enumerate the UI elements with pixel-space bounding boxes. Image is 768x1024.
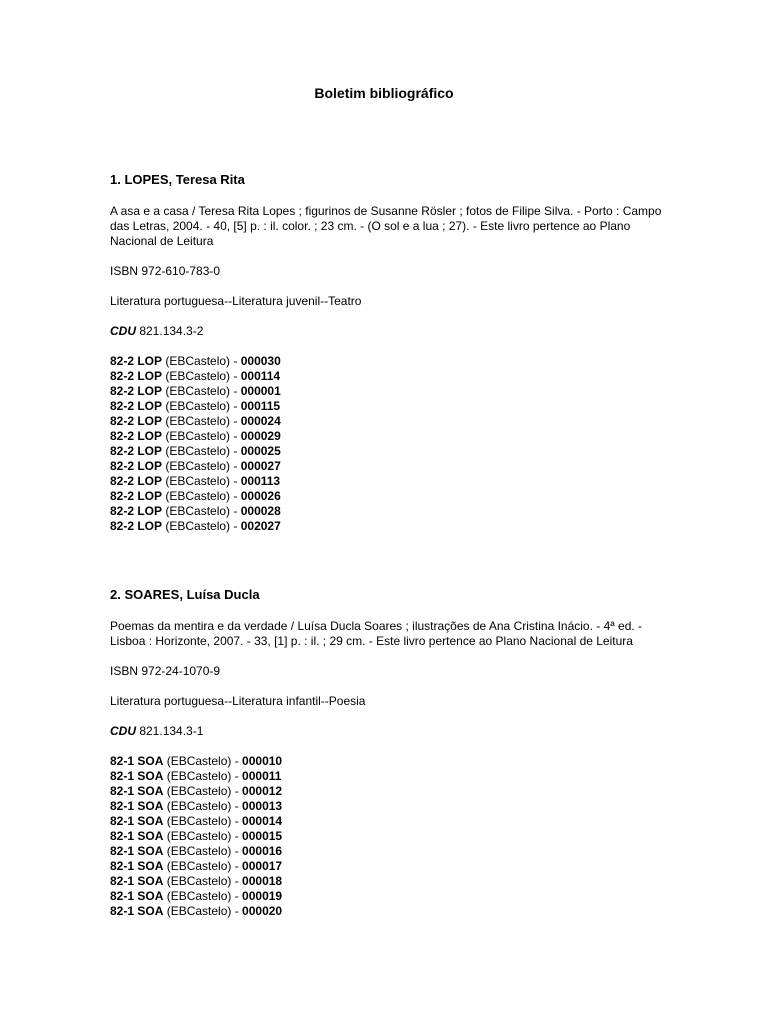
- entry-subject: Literatura portuguesa--Literatura juvenil--Teatro: [110, 294, 362, 308]
- copy-location: (EBCastelo) -: [163, 844, 243, 858]
- copy-row: [110, 474, 670, 489]
- copy-number: 000025: [240, 444, 281, 458]
- copy-number: 000013: [242, 799, 283, 813]
- copy-number: 000024: [240, 414, 281, 428]
- copy-location: (EBCastelo) -: [162, 489, 241, 503]
- entry-cdu: [110, 324, 670, 339]
- call-number: 82-2 LOP: [110, 354, 163, 368]
- copy-location: (EBCastelo) -: [163, 889, 243, 903]
- copy-number: 000114: [240, 369, 281, 383]
- copy-number: 000001: [240, 384, 281, 398]
- copy-location: (EBCastelo) -: [163, 814, 243, 828]
- call-number: 82-1 SOA: [110, 904, 164, 918]
- entry-subject: Literatura portuguesa--Literatura infantil--Poesia: [110, 694, 366, 708]
- entry-cdu: [110, 724, 670, 739]
- copy-number: 002027: [240, 519, 281, 533]
- copy-location: (EBCastelo) -: [162, 414, 241, 428]
- copy-row: [110, 384, 670, 399]
- copy-location: (EBCastelo) -: [162, 504, 241, 518]
- copy-location: (EBCastelo) -: [162, 459, 241, 473]
- copy-row: [110, 844, 670, 859]
- copy-location: (EBCastelo) -: [163, 829, 243, 843]
- bibliographic-entry: [110, 172, 670, 534]
- call-number: 82-1 SOA: [110, 754, 164, 768]
- copy-row: [110, 904, 670, 919]
- call-number: 82-1 SOA: [110, 814, 164, 828]
- call-number: 82-1 SOA: [110, 874, 164, 888]
- copy-number: 000027: [240, 459, 281, 473]
- copy-row: [110, 889, 670, 904]
- copy-location: (EBCastelo) -: [163, 874, 243, 888]
- copy-location: (EBCastelo) -: [163, 754, 243, 768]
- copy-row: [110, 444, 670, 459]
- copy-number: 000011: [242, 769, 282, 783]
- copy-number: 000113: [240, 474, 281, 488]
- copy-row: [110, 859, 670, 874]
- cdu-label: CDU: [110, 324, 136, 338]
- copy-row: [110, 519, 670, 534]
- call-number: 82-1 SOA: [110, 784, 164, 798]
- copy-location: (EBCastelo) -: [162, 384, 241, 398]
- call-number: 82-2 LOP: [110, 429, 163, 443]
- copy-number: 000015: [242, 829, 283, 843]
- call-number: 82-2 LOP: [110, 399, 163, 413]
- copy-location: (EBCastelo) -: [163, 784, 243, 798]
- copy-location: (EBCastelo) -: [163, 769, 243, 783]
- entry-heading: 1. LOPES, Teresa Rita: [110, 172, 245, 187]
- copy-row: [110, 874, 670, 889]
- call-number: 82-1 SOA: [110, 889, 164, 903]
- copy-row: [110, 459, 670, 474]
- copy-row: [110, 814, 670, 829]
- copy-location: (EBCastelo) -: [163, 799, 243, 813]
- call-number: 82-2 LOP: [110, 504, 163, 518]
- cdu-value: 821.134.3-2: [136, 324, 204, 338]
- copy-row: [110, 504, 670, 519]
- entry-isbn: ISBN 972-610-783-0: [110, 264, 221, 278]
- copy-number: 000115: [240, 399, 281, 413]
- copy-number: 000029: [240, 429, 281, 443]
- cdu-value: 821.134.3-1: [136, 724, 204, 738]
- call-number: 82-2 LOP: [110, 384, 163, 398]
- copy-row: [110, 354, 670, 369]
- document-title: Boletim bibliográfico: [314, 85, 454, 101]
- copy-row: [110, 429, 670, 444]
- copy-number: 000014: [242, 814, 283, 828]
- call-number: 82-1 SOA: [110, 769, 164, 783]
- entry-description: A asa e a casa / Teresa Rita Lopes ; figurinos de Susanne Rösler ; fotos de Filipe Silva. - Porto : Campo das Letras, 2004. - 40, [5] p. : il. color. ; 23 cm. - (O sol e a lua ; 27). - Este livro pertence ao Plano Nacional de Leitura: [110, 204, 662, 248]
- call-number: 82-1 SOA: [110, 799, 164, 813]
- call-number: 82-2 LOP: [110, 474, 163, 488]
- call-number: 82-2 LOP: [110, 489, 163, 503]
- copy-location: (EBCastelo) -: [162, 429, 241, 443]
- call-number: 82-1 SOA: [110, 844, 164, 858]
- copy-number: 000030: [240, 354, 281, 368]
- copy-row: [110, 369, 670, 384]
- copy-row: [110, 784, 670, 799]
- copy-number: 000017: [242, 859, 283, 873]
- copy-number: 000010: [242, 754, 283, 768]
- copy-number: 000028: [240, 504, 281, 518]
- bibliographic-entry: [110, 587, 670, 919]
- copies-list: [110, 354, 670, 534]
- copy-row: [110, 829, 670, 844]
- copy-location: (EBCastelo) -: [163, 859, 243, 873]
- copy-row: [110, 754, 670, 769]
- copy-location: (EBCastelo) -: [162, 519, 241, 533]
- copy-location: (EBCastelo) -: [162, 474, 241, 488]
- copy-number: 000012: [242, 784, 283, 798]
- copies-list: [110, 754, 670, 919]
- copy-row: [110, 799, 670, 814]
- copy-row: [110, 414, 670, 429]
- entry-isbn: ISBN 972-24-1070-9: [110, 664, 221, 678]
- copy-row: [110, 399, 670, 414]
- call-number: 82-2 LOP: [110, 519, 163, 533]
- copy-location: (EBCastelo) -: [162, 399, 241, 413]
- copy-location: (EBCastelo) -: [163, 904, 243, 918]
- copy-number: 000019: [242, 889, 283, 903]
- copy-number: 000016: [242, 844, 283, 858]
- copy-location: (EBCastelo) -: [162, 354, 241, 368]
- entry-heading: 2. SOARES, Luísa Ducla: [110, 587, 260, 602]
- call-number: 82-2 LOP: [110, 444, 163, 458]
- cdu-label: CDU: [110, 724, 136, 738]
- call-number: 82-2 LOP: [110, 459, 163, 473]
- call-number: 82-2 LOP: [110, 414, 163, 428]
- entry-description: Poemas da mentira e da verdade / Luísa Ducla Soares ; ilustrações de Ana Cristina Inácio. - 4ª ed. - Lisboa : Horizonte, 2007. - 33, [1] p. : il. ; 29 cm. - Este livro pertence ao Plano Nacional de Leitura: [110, 619, 643, 648]
- copy-row: [110, 769, 670, 784]
- call-number: 82-1 SOA: [110, 829, 164, 843]
- copy-location: (EBCastelo) -: [162, 369, 241, 383]
- copy-row: [110, 489, 670, 504]
- copy-number: 000020: [242, 904, 283, 918]
- copy-number: 000026: [240, 489, 281, 503]
- copy-number: 000018: [242, 874, 283, 888]
- call-number: 82-1 SOA: [110, 859, 164, 873]
- copy-location: (EBCastelo) -: [162, 444, 241, 458]
- call-number: 82-2 LOP: [110, 369, 163, 383]
